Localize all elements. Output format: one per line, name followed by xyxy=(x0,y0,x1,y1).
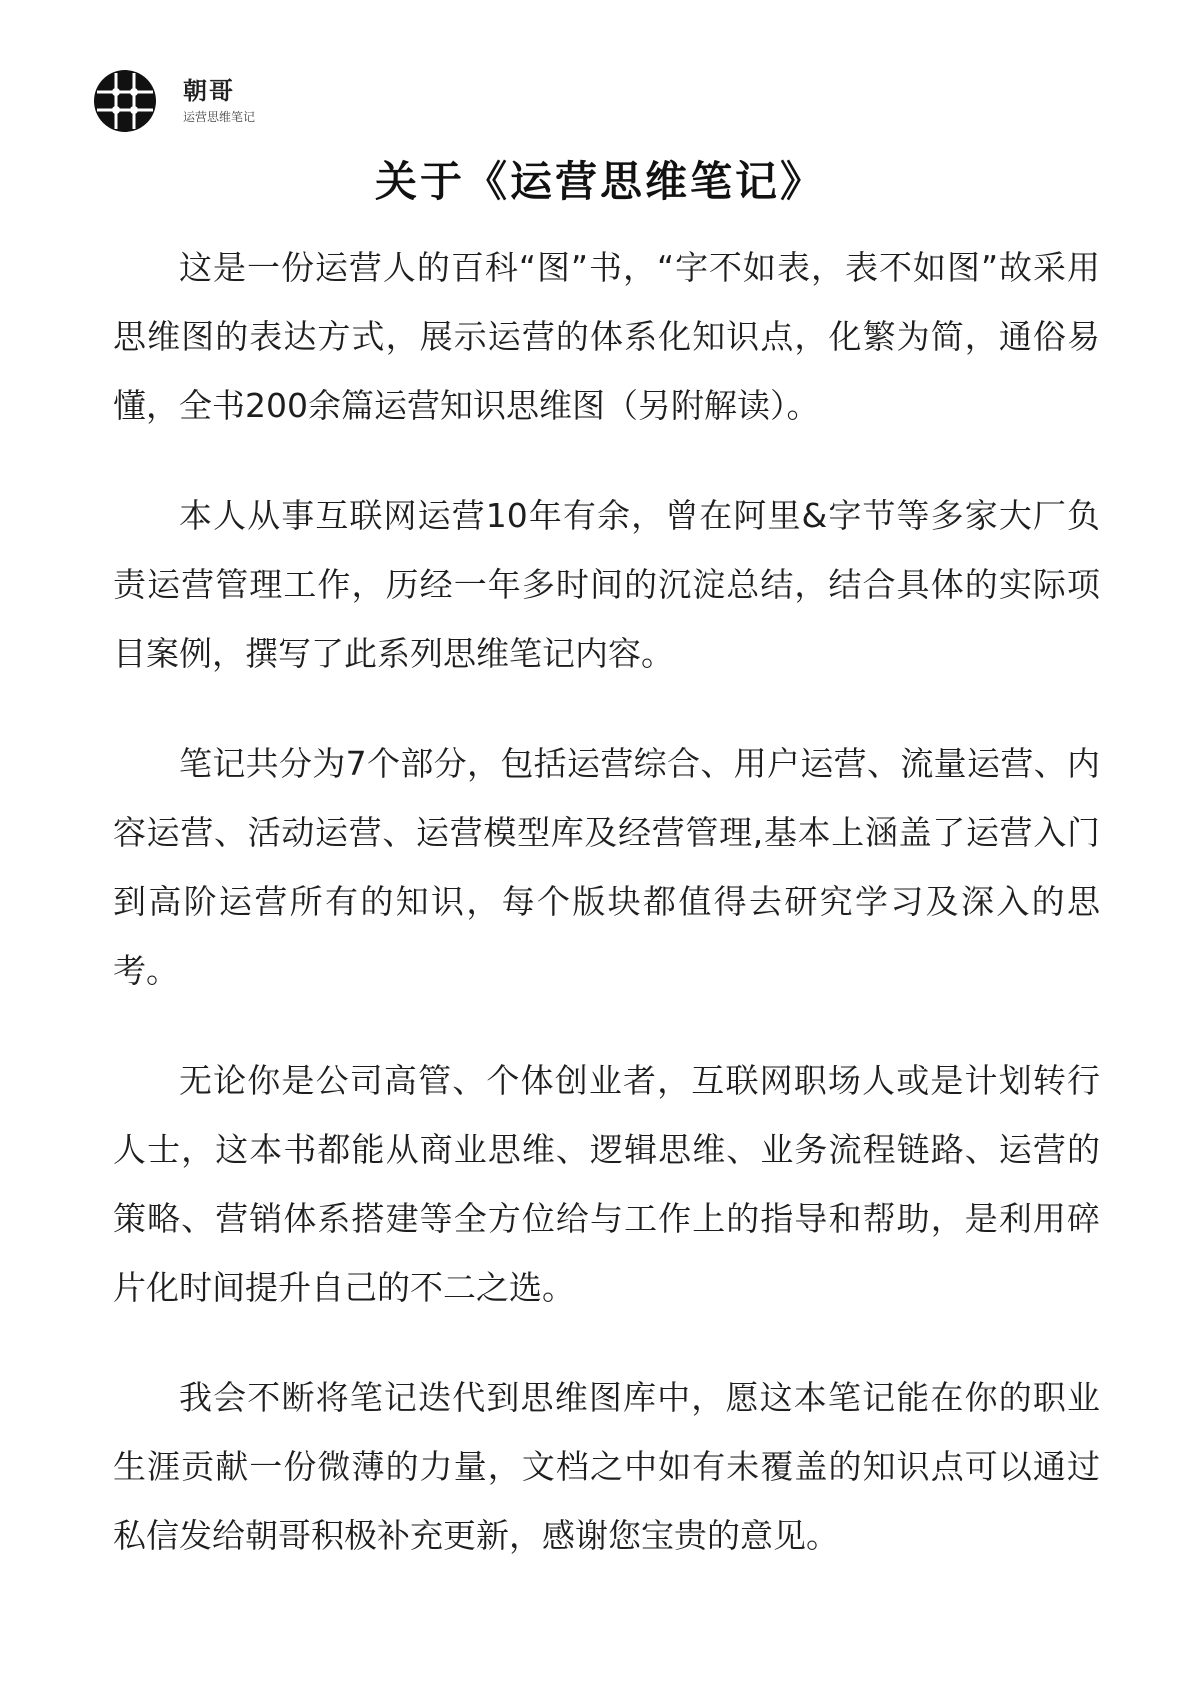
paragraph-structure: 笔记共分为7个部分，包括运营综合、用户运营、流量运营、内容运营、活动运营、运营模型库及经营管理,基本上涵盖了运营入门到高阶运营所有的知识，每个版块都值得去研究学习及深入的思考。 xyxy=(113,744,1100,990)
brand-name: 朝哥 xyxy=(183,77,235,105)
header xyxy=(93,67,255,135)
brand-subtitle: 运营思维笔记 xyxy=(183,110,256,124)
article-body xyxy=(113,233,1100,1611)
brand xyxy=(183,76,255,126)
paragraph-audience: 无论你是公司高管、个体创业者，互联网职场人或是计划转行人士，这本书都能从商业思维、逻辑思维、业务流程链路、运营的策略、营销体系搭建等全方位给与工作上的指导和帮助，是利用碎片化时间提升自己的不二之选。 xyxy=(113,1061,1100,1307)
paragraph-intro: 这是一份运营人的百科“图”书，“字不如表，表不如图”故采用思维图的表达方式，展示运营的体系化知识点，化繁为简，通俗易懂，全书200余篇运营知识思维图（另附解读）。 xyxy=(113,248,1100,425)
page-title: 关于《运营思维笔记》 xyxy=(374,157,825,206)
paragraph-author: 本人从事互联网运营10年有余，曾在阿里&字节等多家大厂负责运营管理工作，历经一年多时间的沉淀总结，结合具体的实际项目案例，撰写了此系列思维笔记内容。 xyxy=(113,496,1100,673)
paragraph-closing: 我会不断将笔记迭代到思维图库中，愿这本笔记能在你的职业生涯贡献一份微薄的力量，文档之中如有未覆盖的知识点可以通过私信发给朝哥积极补充更新，感谢您宝贵的意见。 xyxy=(113,1378,1100,1555)
grid-circle-logo-icon xyxy=(93,69,157,133)
